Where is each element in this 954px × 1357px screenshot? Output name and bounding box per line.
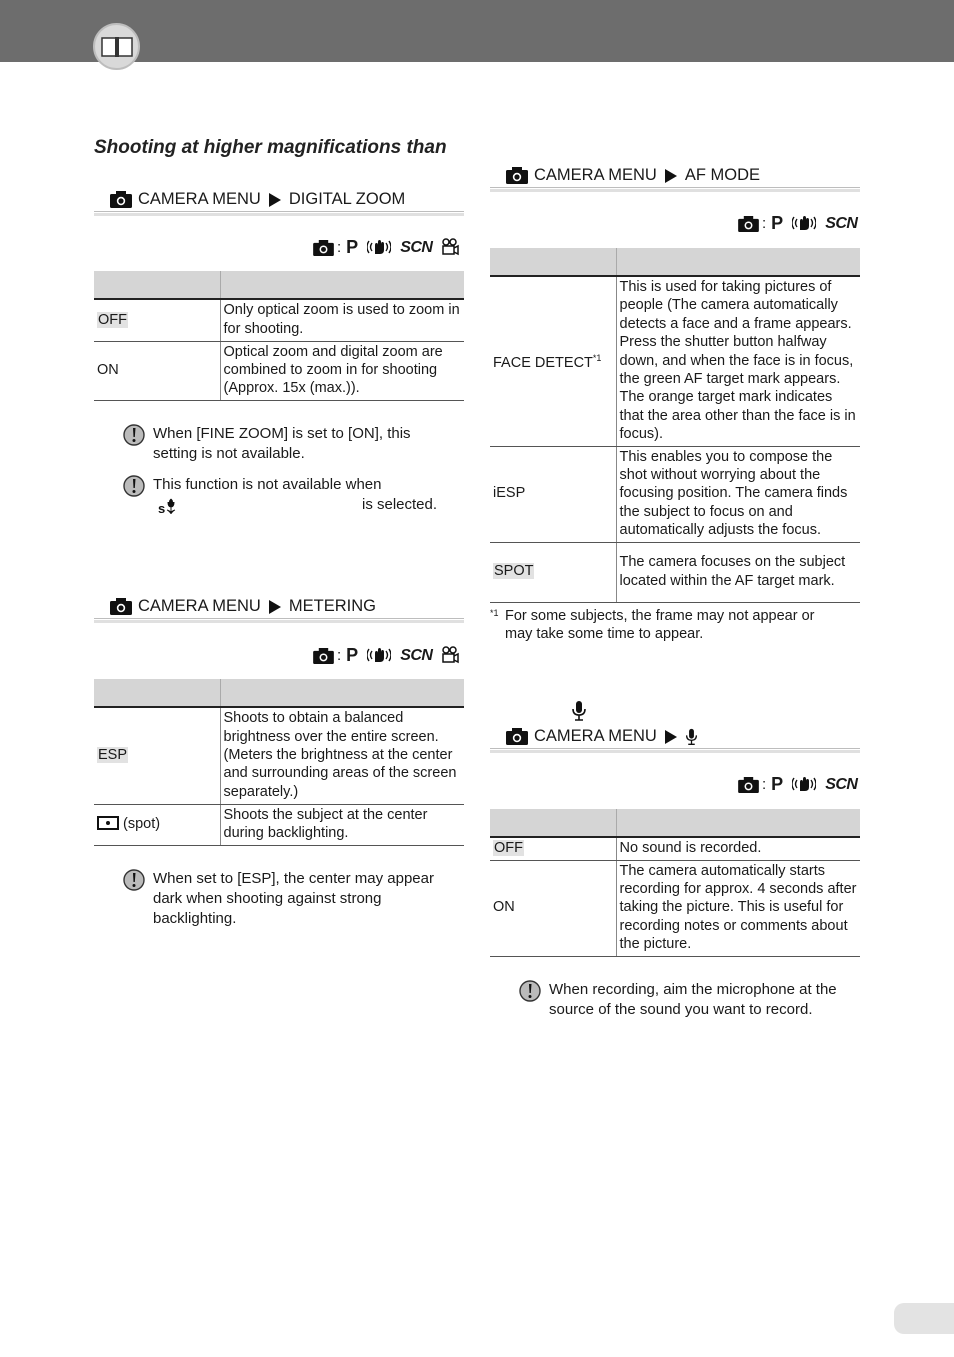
table-row	[490, 837, 860, 860]
option-label: iESP	[490, 446, 616, 542]
menu-path-item: METERING	[288, 597, 376, 615]
footnote-marker: *1	[592, 353, 602, 364]
arrow-right-icon	[269, 193, 281, 207]
sound-table	[490, 809, 860, 957]
super-macro-icon	[158, 497, 180, 515]
scene-mode-label: SCN	[825, 215, 858, 232]
option-description: Shoots to obtain a balanced brightness over the entire screen. (Meters the brightness at the center and surrounding areas of the screen separately.)	[220, 707, 464, 804]
menu-path-item: DIGITAL ZOOM	[288, 190, 406, 208]
scene-mode-label: SCN	[400, 239, 433, 256]
caution-icon	[519, 980, 541, 1002]
arrow-right-icon	[665, 730, 677, 744]
program-mode-label: P	[346, 237, 359, 257]
movie-icon	[441, 646, 459, 664]
program-mode-label: P	[771, 774, 784, 794]
scene-mode-label: SCN	[400, 647, 433, 664]
menu-path-item: AF MODE	[684, 166, 761, 184]
menu-path-sound	[490, 727, 860, 753]
scene-mode-label: SCN	[825, 776, 858, 793]
option-description: The camera focuses on the subject located within the AF target mark.	[616, 542, 860, 602]
available-modes: : P SCN	[738, 769, 857, 793]
available-modes: : P SCN	[313, 640, 459, 664]
book-icon	[93, 23, 140, 70]
image-stabilizer-icon	[367, 646, 391, 664]
menu-path-metering	[94, 597, 464, 623]
option-label: ESP	[98, 747, 128, 764]
caution-note: When [FINE ZOOM] is set to [ON], this setting is not available.	[153, 424, 453, 464]
camera-icon	[506, 167, 528, 184]
caution-icon	[123, 424, 145, 446]
caution-icon	[123, 475, 145, 497]
menu-path-label: CAMERA MENU	[138, 597, 261, 615]
table-row	[490, 542, 860, 602]
menu-path-digital-zoom	[94, 190, 464, 216]
caution-note: When set to [ESP], the center may appear dark when shooting against strong backlighting.	[153, 869, 453, 929]
camera-icon	[506, 728, 528, 745]
arrow-right-icon	[269, 600, 281, 614]
available-modes: : P SCN	[738, 208, 857, 232]
program-mode-label: P	[771, 213, 784, 233]
caution-note: This function is not available when	[153, 475, 453, 495]
caution-note: When recording, aim the microphone at the source of the sound you want to record.	[549, 980, 839, 1020]
camera-icon	[313, 240, 334, 256]
table-row	[490, 860, 860, 956]
camera-icon	[313, 648, 334, 664]
movie-icon	[441, 238, 459, 256]
image-stabilizer-icon	[792, 214, 816, 232]
camera-icon	[738, 777, 759, 793]
option-description: Optical zoom and digital zoom are combined to zoom in for shooting (Approx. 15x (max.)).	[220, 341, 464, 400]
option-description: No sound is recorded.	[616, 837, 860, 860]
table-row	[94, 299, 464, 341]
microphone-icon	[685, 728, 698, 746]
footnote: *1 For some subjects, the frame may not appear or may take some time to appear.	[490, 608, 815, 643]
available-modes: : P SCN	[313, 232, 459, 256]
table-row	[94, 707, 464, 804]
option-label: ON	[490, 860, 616, 956]
spot-metering-icon	[97, 816, 119, 830]
table-row	[94, 341, 464, 400]
svg-text:s: s	[158, 501, 166, 515]
table-row	[94, 804, 464, 845]
option-label: OFF	[494, 840, 523, 857]
caution-note-tail: is selected.	[362, 496, 438, 513]
menu-path-label: CAMERA MENU	[138, 190, 261, 208]
metering-table	[94, 679, 464, 846]
option-description: Shoots the subject at the center during backlighting.	[220, 804, 464, 845]
menu-path-label: CAMERA MENU	[534, 166, 657, 184]
option-description: This is used for taking pictures of people (The camera automatically detects a face and a frame appears. Press the shutter button halfway down, and when the face is in focus, the green AF target mark appears. The orange target mark indicates that the area other than the face is in focus).	[616, 276, 860, 446]
option-label: ON	[94, 341, 220, 400]
table-row	[490, 276, 860, 446]
option-description: Only optical zoom is used to zoom in for shooting.	[220, 299, 464, 341]
option-description: The camera automatically starts recording for approx. 4 seconds after taking the picture. This is useful for recording notes or comments about the picture.	[616, 860, 860, 956]
program-mode-label: P	[346, 645, 359, 665]
af-mode-table	[490, 248, 860, 603]
image-stabilizer-icon	[367, 238, 391, 256]
page-number-tab	[894, 1303, 954, 1334]
arrow-right-icon	[665, 169, 677, 183]
camera-icon	[738, 216, 759, 232]
option-description: This enables you to compose the shot without worrying about the focusing position. The camera finds the subject to focus on and automatically adjusts the focus.	[616, 446, 860, 542]
microphone-icon	[571, 700, 587, 722]
camera-icon	[110, 598, 132, 615]
camera-icon	[110, 191, 132, 208]
option-label: SPOT	[494, 563, 534, 580]
menu-path-af-mode	[490, 166, 860, 192]
option-label: OFF	[98, 311, 127, 328]
table-row	[490, 446, 860, 542]
caution-icon	[123, 869, 145, 891]
menu-path-label: CAMERA MENU	[534, 727, 657, 745]
option-label: (spot)	[123, 815, 161, 832]
section-title-digital-zoom: Shooting at higher magnifications than	[94, 137, 447, 158]
digital-zoom-table	[94, 271, 464, 401]
header-bar	[0, 0, 954, 62]
option-label: FACE DETECT	[493, 355, 593, 372]
image-stabilizer-icon	[792, 775, 816, 793]
